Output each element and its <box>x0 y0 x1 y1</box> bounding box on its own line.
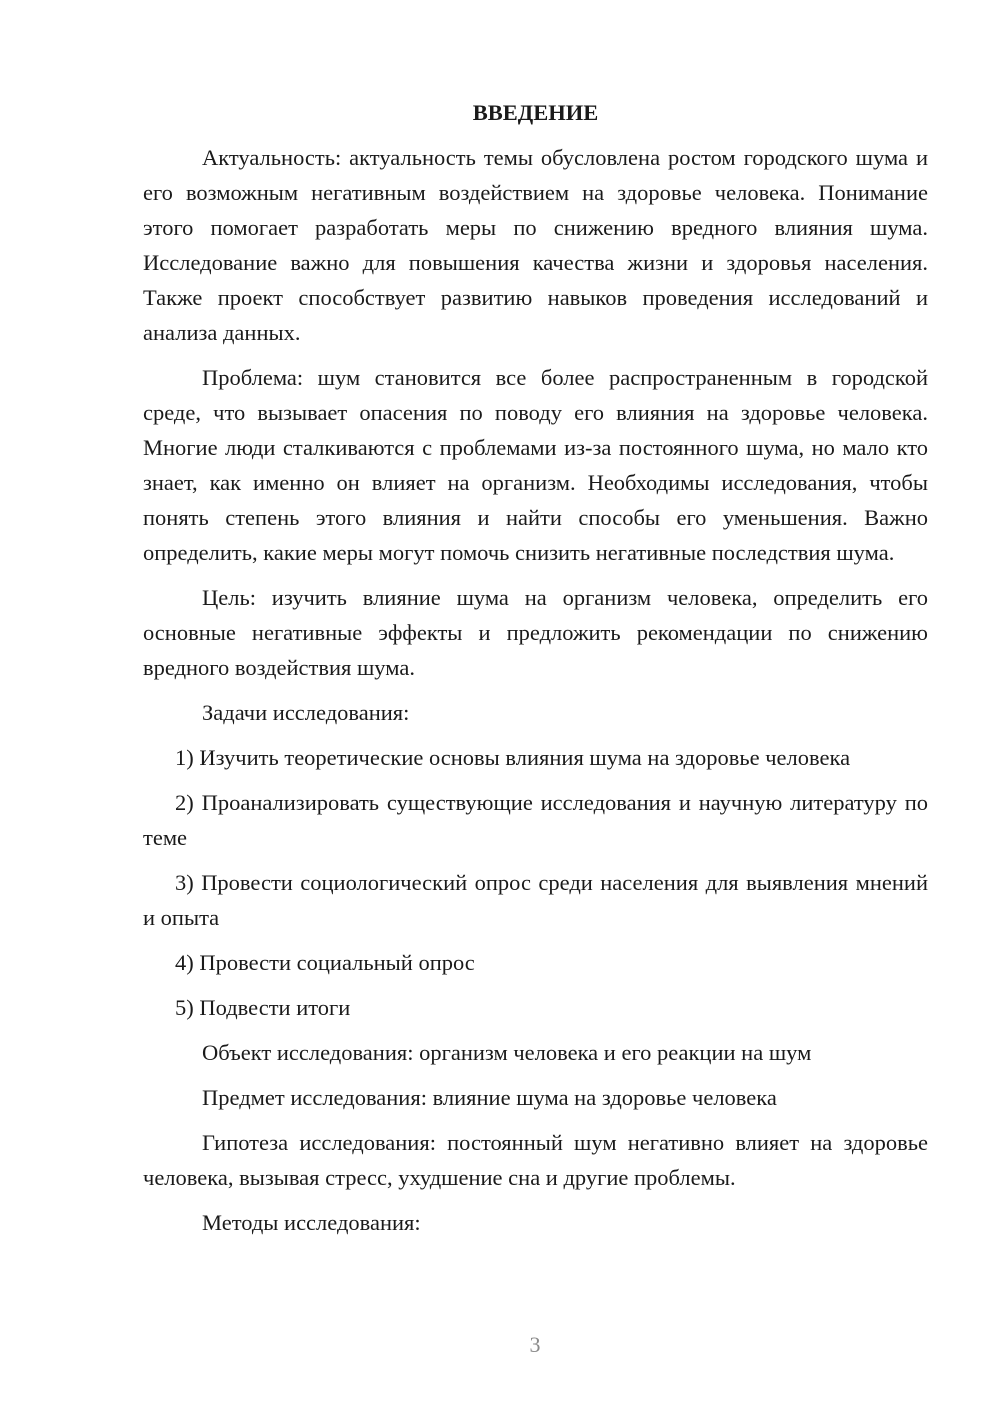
goal-paragraph: Цель: изучить влияние шума на организм человека, определить его основные негативные эффекты и предложить рекомендации по снижению вредного воздействия шума. <box>143 585 928 680</box>
task-item-3: 3) Провести социологический опрос среди населения для выявления мнений и опыта <box>143 870 928 930</box>
task-item-4: 4) Провести социальный опрос <box>175 950 475 975</box>
task-item-1: 1) Изучить теоретические основы влияния шума на здоровье человека <box>175 745 851 770</box>
section-heading: ВВЕДЕНИЕ <box>472 100 599 125</box>
page-number: 3 <box>529 1332 541 1357</box>
page-content <box>143 96 928 1250</box>
tasks-title: Задачи исследования: <box>202 700 410 725</box>
object-paragraph: Объект исследования: организм человека и его реакции на шум <box>202 1040 812 1065</box>
hypothesis-paragraph: Гипотеза исследования: постоянный шум негативно влияет на здоровье человека, вызывая стресс, ухудшение сна и другие проблемы. <box>143 1130 928 1190</box>
relevance-paragraph: Актуальность: актуальность темы обусловлена ростом городского шума и его возможным негативным воздействием на здоровье человека. Понимание этого помогает разработать меры по снижению вредного влияния шума. Исследование важно для повышения качества жизни и здоровья населения. Также проект способствует развитию навыков проведения исследований и анализа данных. <box>143 145 928 345</box>
task-item-5: 5) Подвести итоги <box>175 995 351 1020</box>
task-item-2: 2) Проанализировать существующие исследования и научную литературу по теме <box>143 790 928 850</box>
problem-paragraph: Проблема: шум становится все более распространенным в городской среде, что вызывает опасения по поводу его влияния на здоровье человека. Многие люди сталкиваются с проблемами из-за постоянного шума, но мало кто знает, как именно он влияет на организм. Необходимы исследования, чтобы понять степень этого влияния и найти способы его уменьшения. Важно определить, какие меры могут помочь снизить негативные последствия шума. <box>143 365 928 565</box>
methods-title: Методы исследования: <box>202 1210 421 1235</box>
subject-paragraph: Предмет исследования: влияние шума на здоровье человека <box>202 1085 777 1110</box>
